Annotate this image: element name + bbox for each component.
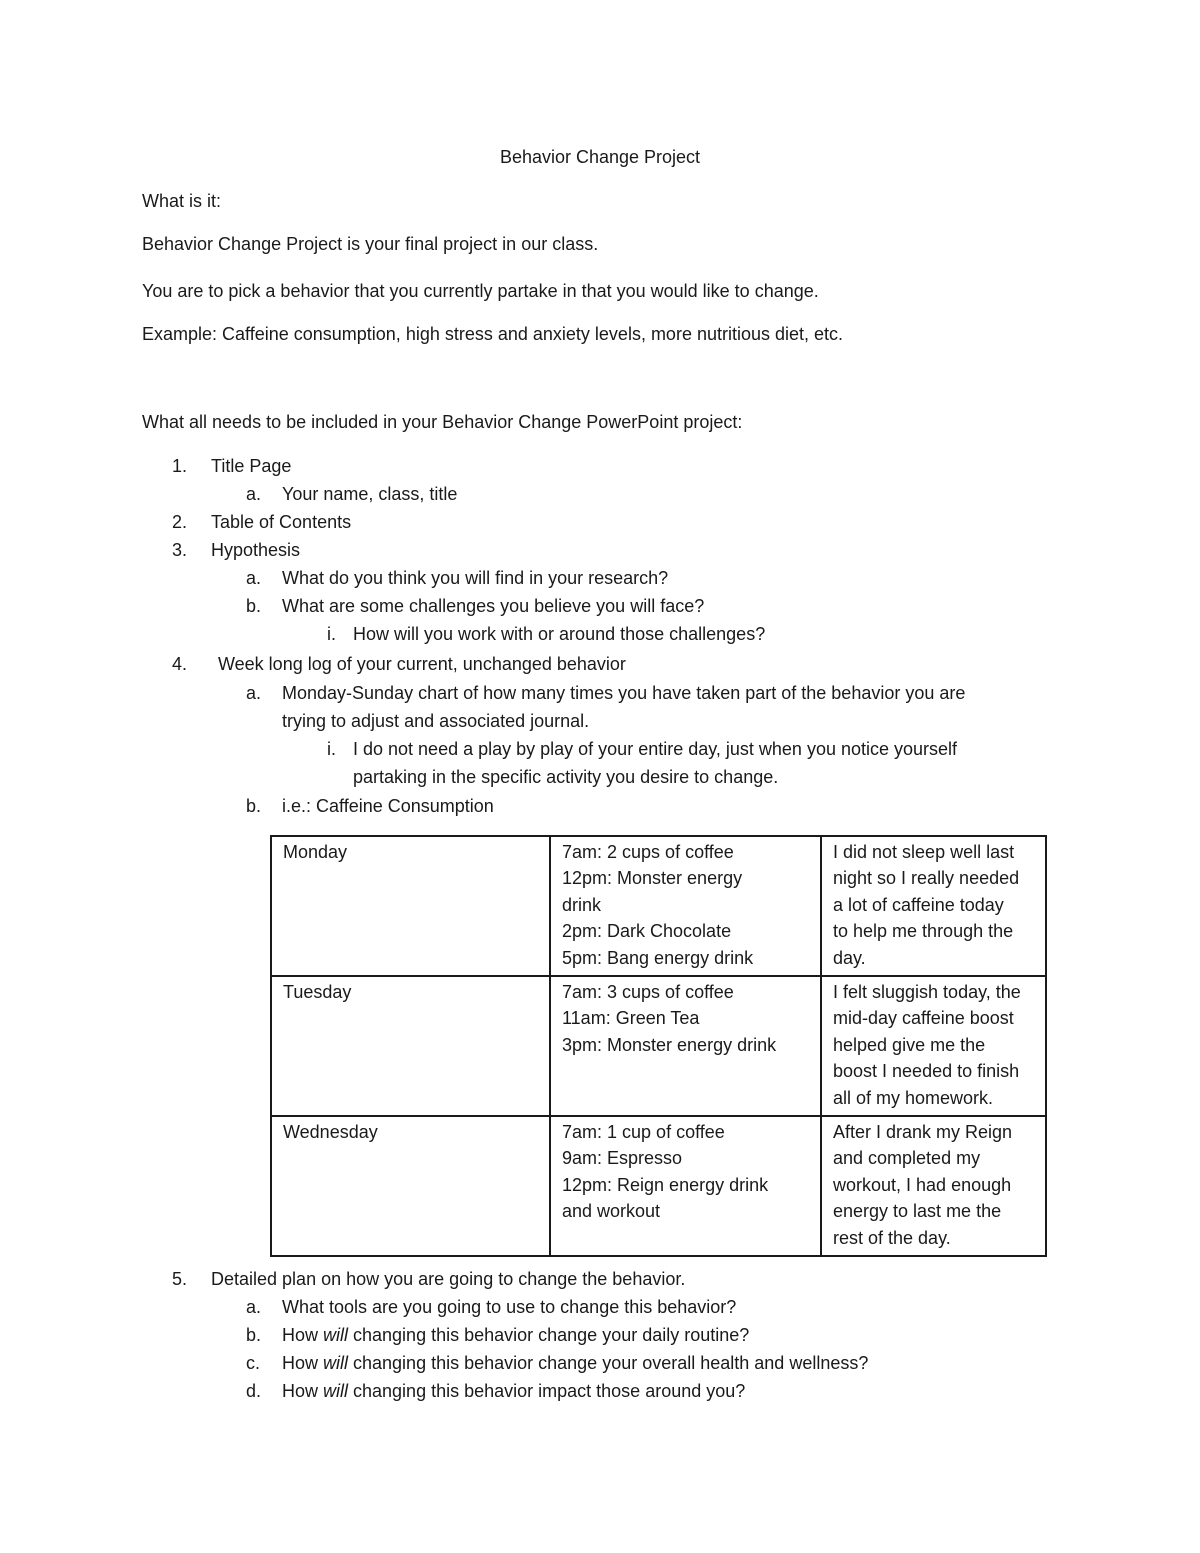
- table-cell-day: [271, 1116, 550, 1256]
- list-marker: a.: [246, 484, 262, 504]
- table-cell-journal: [821, 836, 1046, 976]
- list-item-week-long-log: Week long log of your current, unchanged behavior: [218, 654, 626, 674]
- entry-line: 11am: Green Tea: [562, 1008, 700, 1029]
- list-marker: 3.: [172, 540, 188, 560]
- table-row: [271, 1116, 1046, 1256]
- list-marker: i.: [327, 739, 336, 759]
- text-run: changing this behavior change your overall health and wellness?: [348, 1353, 869, 1373]
- table-row: [271, 976, 1046, 1116]
- table-cell-day: [271, 976, 550, 1116]
- journal-line: I felt sluggish today, the: [833, 982, 1021, 1003]
- day-label: Tuesday: [283, 982, 352, 1003]
- entry-line: 12pm: Reign energy drink: [562, 1174, 769, 1195]
- list-item-hypothesis: Hypothesis: [211, 540, 301, 560]
- table-cell-day: [271, 836, 550, 976]
- document-title: Behavior Change Project: [499, 147, 701, 167]
- intro-paragraph-1: Behavior Change Project is your final project in our class.: [142, 234, 599, 254]
- list-item-chart-description-line2: trying to adjust and associated journal.: [282, 711, 590, 731]
- text-run: How: [282, 1381, 324, 1401]
- journal-line: all of my homework.: [833, 1087, 994, 1108]
- list-item-research-question: What do you think you will find in your research?: [282, 568, 669, 588]
- table-cell-entries: [550, 976, 821, 1116]
- list-marker: b.: [246, 596, 262, 616]
- journal-line: energy to last me the: [833, 1201, 1002, 1222]
- list-item-tools-question: What tools are you going to use to change this behavior?: [282, 1297, 737, 1317]
- list-item-chart-description-line1: Monday-Sunday chart of how many times you have taken part of the behavior you are: [282, 683, 966, 703]
- text-run: changing this behavior change your daily routine?: [348, 1325, 750, 1345]
- list-marker: b.: [246, 1325, 262, 1345]
- list-marker: b.: [246, 796, 262, 816]
- journal-line: workout, I had enough: [833, 1174, 1012, 1195]
- day-label: Wednesday: [283, 1122, 378, 1143]
- journal-line: and completed my: [833, 1148, 981, 1169]
- text-run: changing this behavior impact those around you?: [348, 1381, 746, 1401]
- list-item-table-of-contents: Table of Contents: [211, 512, 352, 532]
- journal-line: I did not sleep well last: [833, 842, 1015, 862]
- emphasis-text: will: [323, 1353, 349, 1373]
- table-cell-entries: [550, 836, 821, 976]
- list-item-play-by-play-line1: I do not need a play by play of your entire day, just when you notice yourself: [353, 739, 958, 759]
- list-item-impact-question: [282, 1379, 745, 1403]
- list-item-name-class-title: Your name, class, title: [282, 484, 458, 504]
- list-marker: 1.: [172, 456, 188, 476]
- list-item-daily-routine-question: [282, 1323, 749, 1347]
- intro-paragraph-2: You are to pick a behavior that you currently partake in that you would like to change.: [142, 281, 819, 301]
- list-item-play-by-play-line2: partaking in the specific activity you desire to change.: [353, 767, 779, 787]
- table-cell-journal: [821, 976, 1046, 1116]
- table-cell-journal: [821, 1116, 1046, 1256]
- entry-line: 2pm: Dark Chocolate: [562, 921, 732, 942]
- list-marker: a.: [246, 568, 262, 588]
- entry-line: 7am: 2 cups of coffee: [562, 842, 734, 862]
- table-row: [271, 836, 1046, 976]
- entry-line: drink: [562, 894, 602, 915]
- what-is-it-heading: What is it:: [142, 191, 222, 211]
- entry-line: 5pm: Bang energy drink: [562, 947, 754, 968]
- list-item-detailed-plan: Detailed plan on how you are going to change the behavior.: [211, 1269, 686, 1289]
- journal-line: boost I needed to finish: [833, 1061, 1020, 1082]
- list-marker: a.: [246, 683, 262, 703]
- day-label: Monday: [283, 842, 348, 862]
- list-marker: 2.: [172, 512, 188, 532]
- entry-line: 7am: 3 cups of coffee: [562, 982, 734, 1003]
- text-run: How: [282, 1353, 324, 1373]
- list-marker: 5.: [172, 1269, 188, 1289]
- journal-line: helped give me the: [833, 1034, 986, 1055]
- entry-line: 3pm: Monster energy drink: [562, 1034, 777, 1055]
- emphasis-text: will: [323, 1325, 349, 1345]
- list-marker: a.: [246, 1297, 262, 1317]
- journal-line: rest of the day.: [833, 1227, 951, 1248]
- list-marker: i.: [327, 624, 336, 644]
- list-item-title-page: Title Page: [211, 456, 292, 476]
- journal-line: night so I really needed: [833, 868, 1020, 889]
- list-item-work-around-challenges: How will you work with or around those challenges?: [353, 624, 766, 644]
- list-marker: d.: [246, 1381, 262, 1401]
- emphasis-text: will: [323, 1381, 349, 1401]
- text-run: How: [282, 1325, 324, 1345]
- list-marker: 4.: [172, 654, 188, 674]
- requirements-heading: What all needs to be included in your Behavior Change PowerPoint project:: [142, 412, 743, 432]
- entry-line: and workout: [562, 1201, 661, 1222]
- intro-paragraph-3: Example: Caffeine consumption, high stress and anxiety levels, more nutritious diet, etc.: [142, 324, 844, 344]
- list-item-example-caption: i.e.: Caffeine Consumption: [282, 796, 494, 816]
- caffeine-log-table: [270, 835, 1047, 1257]
- journal-line: to help me through the: [833, 921, 1014, 942]
- entry-line: 12pm: Monster energy: [562, 868, 743, 889]
- journal-line: day.: [833, 947, 866, 968]
- table-cell-entries: [550, 1116, 821, 1256]
- list-item-challenges-question: What are some challenges you believe you will face?: [282, 596, 705, 616]
- entry-line: 7am: 1 cup of coffee: [562, 1122, 725, 1143]
- journal-line: After I drank my Reign: [833, 1122, 1013, 1143]
- journal-line: mid-day caffeine boost: [833, 1008, 1014, 1029]
- list-marker: c.: [246, 1353, 261, 1373]
- journal-line: a lot of caffeine today: [833, 894, 1004, 915]
- entry-line: 9am: Espresso: [562, 1148, 683, 1169]
- list-item-health-question: [282, 1351, 868, 1375]
